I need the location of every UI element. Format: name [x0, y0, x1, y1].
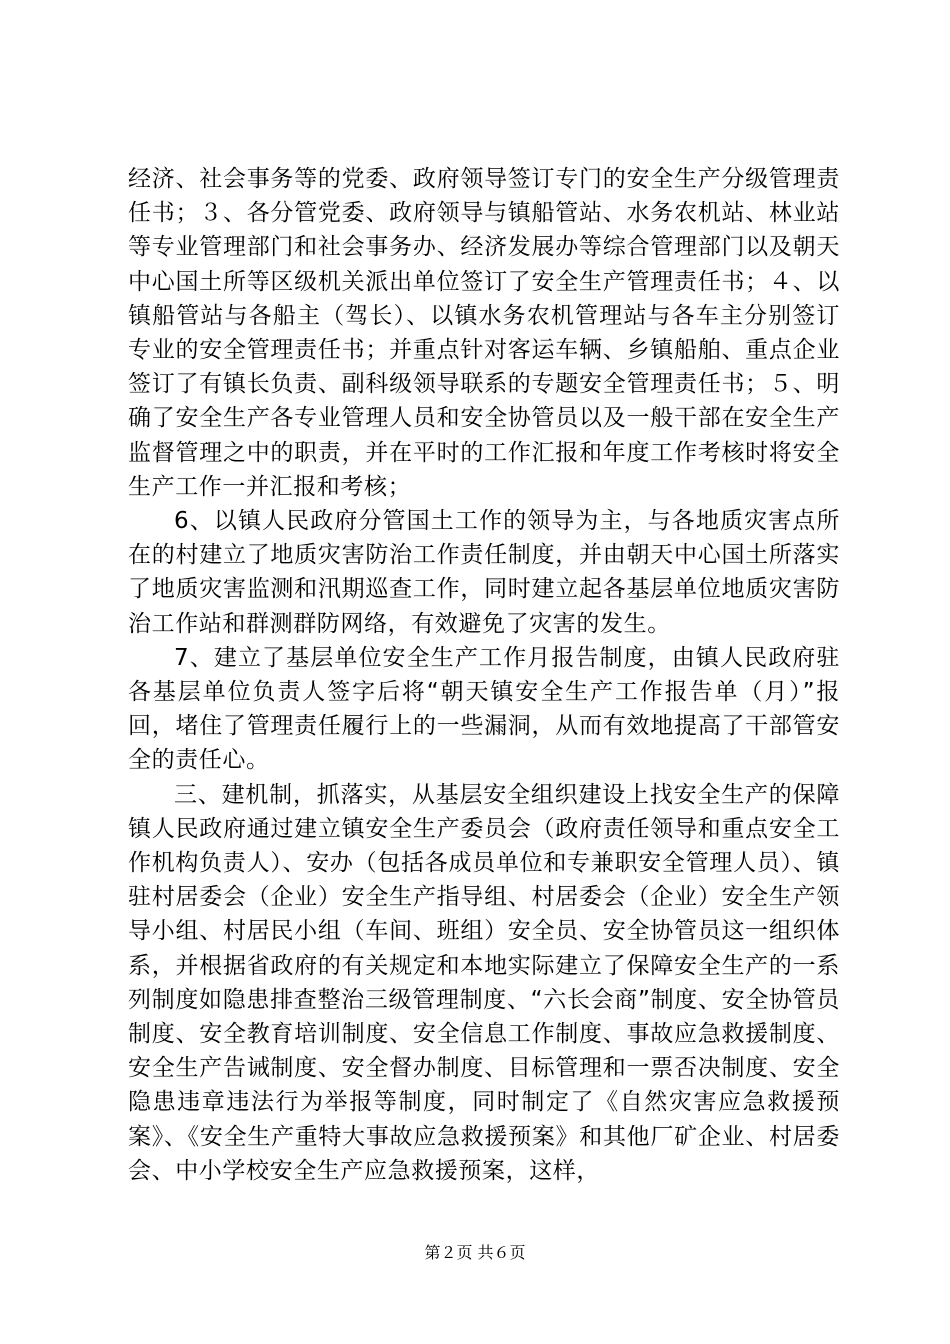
paragraph-mechanism: 三、建机制，抓落实，从基层安全组织建设上找安全生产的保障镇人民政府通过建立镇安全生产委员会（政府责任领导和重点安全工作机构负责人）、安办（包括各成员单位和专兼职安全管理人员）、镇驻村居委会（企业）安全生产指导组、村居委会（企业）安全生产领导小组、村居民小组（车间、班组）安全员、安全协管员这一组织体系，并根据省政府的有关规定和本地实际建立了保障安全生产的一系列制度如隐患排查整治三级管理制度、“六长会商”制度、安全协管员制度、安全教育培训制度、安全信息工作制度、事故应急救援制度、安全生产告诫制度、安全督办制度、目标管理和一票否决制度、安全隐患违章违法行为举报等制度，同时制定了《自然灾害应急救援预案》、《安全生产重特大事故应急救援预案》和其他厂矿企业、村居委会、中小学校安全生产应急救援预案，这样，: [128, 781, 840, 1184]
paragraph-geological-disaster: 6、以镇人民政府分管国土工作的领导为主，与各地质灾害点所在的村建立了地质灾害防治工作责任制度，并由朝天中心国土所落实了地质灾害监测和汛期巡查工作，同时建立起各基层单位地质灾害防治工作站和群测群防网络，有效避免了灾害的发生。: [128, 508, 840, 637]
page-footer: 第２页 共６页: [424, 1243, 526, 1262]
paragraph-responsibility-continued: 经济、社会事务等的党委、政府领导签订专门的安全生产分级管理责任书；３、各分管党委、政府领导与镇船管站、水务农机站、林业站等专业管理部门和社会事务办、经济发展办等综合管理部门以及朝天中心国土所等区级机关派出单位签订了安全生产管理责任书；４、以镇船管站与各船主（驾长）、以镇水务农机管理站与各车主分别签订专业的安全管理责任书；并重点针对客运车辆、乡镇船舶、重点企业签订了有镇长负责、副科级领导联系的专题安全管理责任书；５、明确了安全生产各专业管理人员和安全协管员以及一般干部在安全生产监督管理之中的职责，并在平时的工作汇报和年度工作考核时将安全生产工作一并汇报和考核；: [128, 166, 840, 500]
document-body: [128, 162, 840, 1188]
paragraph-monthly-report: 7、建立了基层单位安全生产工作月报告制度，由镇人民政府驻各基层单位负责人签字后将“朝天镇安全生产工作报告单（月）”报回，堵住了管理责任履行上的一些漏洞，从而有效地提高了干部管安全的责任心。: [128, 644, 840, 774]
